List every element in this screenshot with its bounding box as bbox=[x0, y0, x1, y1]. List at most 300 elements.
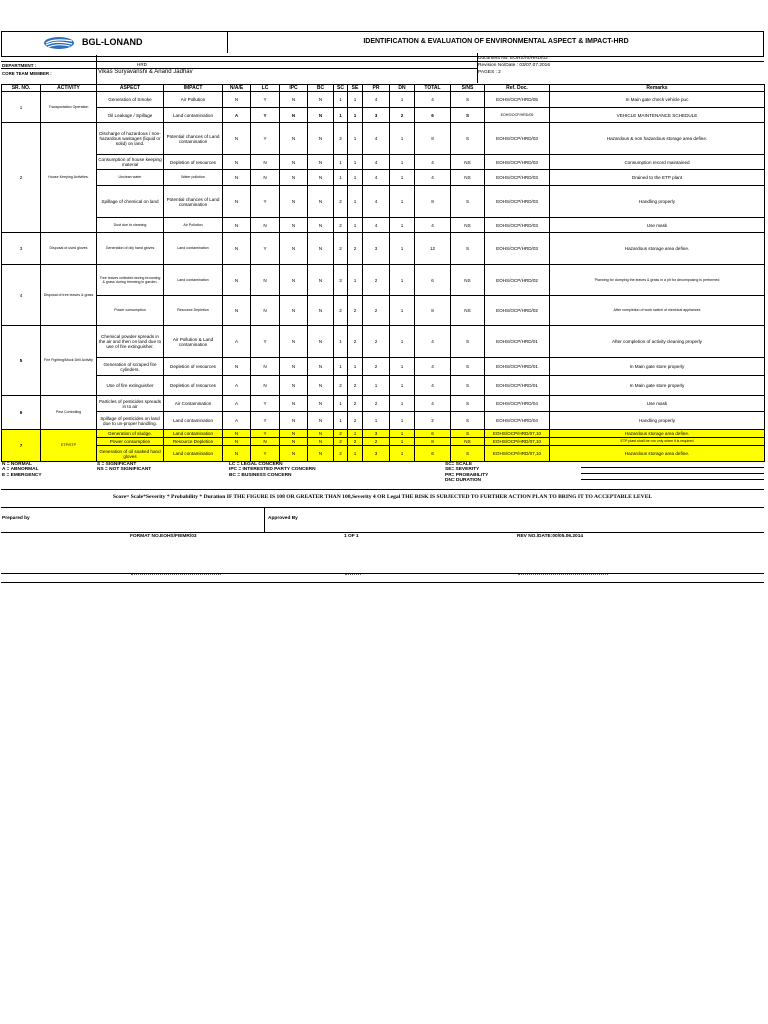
cell-pr: 2 bbox=[363, 396, 390, 412]
impact: Air Pollution bbox=[164, 218, 223, 233]
cell-ipc: N bbox=[280, 412, 308, 430]
cell-lc: Y bbox=[251, 326, 280, 358]
cell-dn: 1 bbox=[390, 170, 415, 186]
table-row bbox=[2, 170, 765, 186]
ref-doc: EOHS/OCP/HRD/03 bbox=[485, 186, 550, 218]
cell-sns: S bbox=[451, 233, 485, 265]
ref-doc: EOHS/OCP/HRD/05 bbox=[485, 92, 550, 108]
cell-dn: 1 bbox=[390, 265, 415, 296]
cell-sc: 2 bbox=[334, 218, 348, 233]
cell-total: 8 bbox=[415, 123, 451, 155]
cell-total: 6 bbox=[415, 430, 451, 438]
cell-sc: 2 bbox=[334, 123, 348, 155]
ref-doc: EOHS/OCP/HRD/04 bbox=[485, 412, 550, 430]
cell-pr: 2 bbox=[363, 296, 390, 326]
cell-nae: N bbox=[223, 186, 251, 218]
cell-bc: N bbox=[308, 108, 334, 123]
activity: Disposal of tree leaves & grass bbox=[41, 265, 97, 326]
cell-dn: 1 bbox=[390, 446, 415, 462]
cell-se: 1 bbox=[348, 186, 363, 218]
ref-doc: EOHS/OCP/HRD/05 bbox=[485, 108, 550, 123]
remarks: Hazardous storage area define. bbox=[550, 430, 765, 438]
cell-pr: 2 bbox=[363, 438, 390, 446]
activity: Transportation Operation bbox=[41, 92, 97, 123]
aspect: Consumption of house keeping material bbox=[97, 155, 164, 170]
cell-sc: 2 bbox=[334, 438, 348, 446]
column-header: ASPECT bbox=[97, 85, 164, 92]
cell-ipc: N bbox=[280, 430, 308, 438]
cell-sns: S bbox=[451, 186, 485, 218]
cell-ipc: N bbox=[280, 265, 308, 296]
cell-sc: 2 bbox=[334, 446, 348, 462]
remarks: ETP plant shall be run only when it is required bbox=[550, 438, 765, 446]
cell-sc: 1 bbox=[334, 326, 348, 358]
approved-by: Approved By bbox=[268, 516, 298, 521]
impact: Potential chances of Land contamination bbox=[164, 186, 223, 218]
aspect: Power consumption bbox=[97, 438, 164, 446]
cell-lc: Y bbox=[251, 92, 280, 108]
cell-dn: 1 bbox=[390, 396, 415, 412]
cell-ipc: N bbox=[280, 296, 308, 326]
cell-pr: 4 bbox=[363, 218, 390, 233]
column-header: IPC bbox=[280, 85, 308, 92]
cell-ipc: N bbox=[280, 233, 308, 265]
score-note: Score= Scale*Severity * Probability * Duration IF THE FIGURE IS 108 OR GREATER THAN 108,Severity 4 OR Legal THE RISK IS SUBJECTED TO FURTHER ACTION PLAN TO BRING IT TO ACCEPTABLE LEVEL bbox=[112, 494, 653, 500]
ref-doc: EOHS/OCP/HRD/01 bbox=[485, 326, 550, 358]
footer-rev: REV NO./DATE:00/05.06.2014 bbox=[517, 534, 584, 539]
ref-doc: EOHS/OCP/HRD/07,10 bbox=[485, 430, 550, 438]
aspect: Unclean water bbox=[97, 170, 164, 186]
cell-pr: 3 bbox=[363, 430, 390, 438]
cell-total: 12 bbox=[415, 233, 451, 265]
cell-bc: N bbox=[308, 438, 334, 446]
cell-sns: S bbox=[451, 92, 485, 108]
ref-doc: EOHS/OCP/HRD/03 bbox=[485, 123, 550, 155]
cell-sns: NS bbox=[451, 155, 485, 170]
cell-nae: N bbox=[223, 430, 251, 438]
cell-lc: N bbox=[251, 170, 280, 186]
score-note-box bbox=[1, 489, 764, 508]
sr-no: 1 bbox=[2, 92, 41, 123]
cell-total: 4 bbox=[415, 376, 451, 396]
cell-dn: 1 bbox=[390, 296, 415, 326]
table-row bbox=[2, 376, 765, 396]
cell-lc: N bbox=[251, 358, 280, 376]
cell-lc: N bbox=[251, 218, 280, 233]
cell-total: 4 bbox=[415, 218, 451, 233]
ref-doc: EOHS/OCP/HRD/01 bbox=[485, 376, 550, 396]
table-row bbox=[2, 92, 765, 108]
sr-no: 7 bbox=[2, 430, 41, 462]
impact: Depletion of resources bbox=[164, 376, 223, 396]
impact: Potential chances of Land contamination bbox=[164, 123, 223, 155]
cell-nae: A bbox=[223, 396, 251, 412]
cell-dn: 1 bbox=[390, 186, 415, 218]
table-row bbox=[2, 233, 765, 265]
impact: Air Pollution bbox=[164, 92, 223, 108]
activity: Disposal of used gloves bbox=[41, 233, 97, 265]
table-row bbox=[2, 218, 765, 233]
cell-bc: N bbox=[308, 218, 334, 233]
impact: Water pollution bbox=[164, 170, 223, 186]
aspect: Generation of oily hand gloves bbox=[97, 233, 164, 265]
department-value: HRD bbox=[137, 62, 147, 67]
impact: Air Pollution & Land contamination bbox=[164, 326, 223, 358]
legend-entry: NS = NOT SIGNIFICANT bbox=[97, 467, 152, 473]
cell-ipc: N bbox=[280, 396, 308, 412]
aspect: Generation of oil soaked hand gloves bbox=[97, 446, 164, 462]
aspect: Generation of sludge. bbox=[97, 430, 164, 438]
column-header: TOTAL bbox=[415, 85, 451, 92]
legend-entry: IPC = INTERESTED PARTY CONCERN bbox=[229, 467, 316, 473]
cell-se: 2 bbox=[348, 396, 363, 412]
aspect: Spillage of pesticides on land due to un-proper handling. bbox=[97, 412, 164, 430]
impact: Land contamination bbox=[164, 265, 223, 296]
cell-total: 4 bbox=[415, 326, 451, 358]
aspect: Tree leaves collected during brooming & grass during trimming in garden. bbox=[97, 265, 164, 296]
cell-dn: 1 bbox=[390, 326, 415, 358]
remarks: In Main gate store properly bbox=[550, 376, 765, 396]
remarks: After completion of activity cleaning properly bbox=[550, 326, 765, 358]
cell-sns: S bbox=[451, 396, 485, 412]
impact: Resource Depletion bbox=[164, 296, 223, 326]
column-header: ACTIVITY bbox=[41, 85, 97, 92]
cell-sns: S bbox=[451, 376, 485, 396]
cell-sns: S bbox=[451, 123, 485, 155]
cell-dn: 1 bbox=[390, 218, 415, 233]
cell-se: 1 bbox=[348, 170, 363, 186]
impact: Air Contamination bbox=[164, 396, 223, 412]
cell-lc: N bbox=[251, 155, 280, 170]
cell-se: 1 bbox=[348, 446, 363, 462]
cell-pr: 3 bbox=[363, 446, 390, 462]
cell-se: 2 bbox=[348, 233, 363, 265]
cell-bc: N bbox=[308, 376, 334, 396]
cell-nae: N bbox=[223, 218, 251, 233]
cell-total: 8 bbox=[415, 186, 451, 218]
remarks: In Main gate check vehicle puc bbox=[550, 92, 765, 108]
cell-dn: 1 bbox=[390, 233, 415, 265]
remarks: Hazardous & non hazardous storage area define. bbox=[550, 123, 765, 155]
cell-total: 6 bbox=[415, 108, 451, 123]
column-header: SC bbox=[334, 85, 348, 92]
cell-ipc: N bbox=[280, 446, 308, 462]
aspect: Oil Leakage / Spillage bbox=[97, 108, 164, 123]
column-header: BC bbox=[308, 85, 334, 92]
aspect: Use of fire extinguisher bbox=[97, 376, 164, 396]
legend-entry: SC= SCALE bbox=[445, 462, 473, 467]
cell-nae: N bbox=[223, 265, 251, 296]
aspect: Power consumption bbox=[97, 296, 164, 326]
remarks: Planning for dumping the leaves & grass in a pit for decomposing is performed bbox=[550, 265, 765, 296]
cell-bc: N bbox=[308, 155, 334, 170]
cell-pr: 2 bbox=[363, 326, 390, 358]
doc-number: Document No. EOHS/AI/HRD/02 bbox=[478, 56, 548, 61]
cell-nae: N bbox=[223, 123, 251, 155]
cell-total: 8 bbox=[415, 296, 451, 326]
column-header: Remarks bbox=[550, 85, 765, 92]
table-row bbox=[2, 430, 765, 438]
cell-sns: S bbox=[451, 358, 485, 376]
cell-lc: N bbox=[251, 438, 280, 446]
cell-pr: 4 bbox=[363, 155, 390, 170]
table-row bbox=[2, 108, 765, 123]
cell-bc: N bbox=[308, 296, 334, 326]
cell-dn: 1 bbox=[390, 376, 415, 396]
impact: Land contamination bbox=[164, 412, 223, 430]
legend-entry: SE= SEVERITY bbox=[445, 467, 480, 473]
cell-nae: N bbox=[223, 170, 251, 186]
aspect-impact-table bbox=[1, 84, 765, 462]
core-team-value: Vikas Suryavanshi & Anand Jadhav bbox=[98, 69, 193, 75]
cell-sc: 1 bbox=[334, 412, 348, 430]
remarks: Use mask bbox=[550, 218, 765, 233]
cell-lc: Y bbox=[251, 412, 280, 430]
impact: Land contamination bbox=[164, 108, 223, 123]
cell-dn: 1 bbox=[390, 438, 415, 446]
legend-entry: LC = LEGAL CONCERN bbox=[229, 462, 283, 467]
aspect: Discharge of hazardous / non-hazardous wastages (liquid or solid) on land. bbox=[97, 123, 164, 155]
legend-entry: S = SIGNIFICANT bbox=[97, 462, 137, 467]
cell-dn: 1 bbox=[390, 155, 415, 170]
cell-lc: N bbox=[251, 296, 280, 326]
cell-nae: A bbox=[223, 412, 251, 430]
cell-total: 4 bbox=[415, 396, 451, 412]
legend-entry: PR= PROBABILITY bbox=[445, 472, 489, 478]
cell-pr: 4 bbox=[363, 92, 390, 108]
cell-se: 1 bbox=[348, 155, 363, 170]
cell-sns: S bbox=[451, 108, 485, 123]
ref-doc: EOHS/OCP/HRD/03 bbox=[485, 233, 550, 265]
cell-ipc: N bbox=[280, 438, 308, 446]
remarks: In Main gate store properly bbox=[550, 358, 765, 376]
cell-bc: N bbox=[308, 358, 334, 376]
remarks: VEHICLE MAINTENANCE SCHEDULE bbox=[550, 108, 765, 123]
cell-sc: 1 bbox=[334, 155, 348, 170]
ref-doc: EOHS/OCP/HRD/02 bbox=[485, 296, 550, 326]
ref-doc: EOHS/OCP/HRD/03 bbox=[485, 218, 550, 233]
cell-bc: N bbox=[308, 186, 334, 218]
cell-dn: 1 bbox=[390, 358, 415, 376]
cell-sns: NS bbox=[451, 296, 485, 326]
column-header: LC bbox=[251, 85, 280, 92]
cell-bc: N bbox=[308, 412, 334, 430]
cell-ipc: N bbox=[280, 123, 308, 155]
cell-pr: 2 bbox=[363, 265, 390, 296]
cell-ipc: N bbox=[280, 186, 308, 218]
aspect: Chemical powder spreads in the air and then on land due to use of fire extinguisher. bbox=[97, 326, 164, 358]
cell-se: 1 bbox=[348, 358, 363, 376]
cell-sc: 2 bbox=[334, 430, 348, 438]
cell-sc: 3 bbox=[334, 265, 348, 296]
cell-pr: 4 bbox=[363, 123, 390, 155]
cell-se: 2 bbox=[348, 296, 363, 326]
column-header: N/A/E bbox=[223, 85, 251, 92]
cell-pr: 3 bbox=[363, 233, 390, 265]
cell-ipc: N bbox=[280, 155, 308, 170]
document-title: IDENTIFICATION & EVALUATION OF ENVIRONMENTAL ASPECT & IMPACT-HRD bbox=[363, 38, 629, 45]
cell-sc: 2 bbox=[334, 186, 348, 218]
remarks: Handling properly bbox=[550, 412, 765, 430]
remarks: Consumption record maintained bbox=[550, 155, 765, 170]
cell-sns: NS bbox=[451, 265, 485, 296]
sr-no: 3 bbox=[2, 233, 41, 265]
cell-ipc: N bbox=[280, 326, 308, 358]
cell-ipc: N bbox=[280, 92, 308, 108]
table-row bbox=[2, 186, 765, 218]
table-row bbox=[2, 446, 765, 462]
impact: Resource Depletion bbox=[164, 438, 223, 446]
cell-lc: Y bbox=[251, 123, 280, 155]
cell-ipc: N bbox=[280, 376, 308, 396]
remarks: Drained to the ETP plant bbox=[550, 170, 765, 186]
column-header: Ref. Doc. bbox=[485, 85, 550, 92]
column-header: S/NS bbox=[451, 85, 485, 92]
table-row bbox=[2, 438, 765, 446]
cell-bc: N bbox=[308, 92, 334, 108]
cell-lc: Y bbox=[251, 396, 280, 412]
cell-sc: 1 bbox=[334, 170, 348, 186]
impact: Land contamination bbox=[164, 430, 223, 438]
cell-ipc: N bbox=[280, 108, 308, 123]
cell-total: 8 bbox=[415, 438, 451, 446]
cell-total: 4 bbox=[415, 358, 451, 376]
cell-nae: N bbox=[223, 233, 251, 265]
cell-bc: N bbox=[308, 123, 334, 155]
table-row bbox=[2, 358, 765, 376]
cell-dn: 1 bbox=[390, 412, 415, 430]
column-header: SR. NO. bbox=[2, 85, 41, 92]
impact: Land contamination bbox=[164, 446, 223, 462]
activity: ETP/STP bbox=[41, 430, 97, 462]
column-header: PR bbox=[363, 85, 390, 92]
cell-total: 4 bbox=[415, 170, 451, 186]
cell-lc: N bbox=[251, 376, 280, 396]
aspect: Particles of pesticides spreads in to air bbox=[97, 396, 164, 412]
cell-nae: A bbox=[223, 108, 251, 123]
cell-se: 1 bbox=[348, 430, 363, 438]
cell-nae: A bbox=[223, 326, 251, 358]
cell-nae: N bbox=[223, 358, 251, 376]
column-header: IMPACT bbox=[164, 85, 223, 92]
cell-ipc: N bbox=[280, 358, 308, 376]
cell-bc: N bbox=[308, 430, 334, 438]
cell-bc: N bbox=[308, 233, 334, 265]
cell-lc: Y bbox=[251, 233, 280, 265]
cell-sns: S bbox=[451, 430, 485, 438]
cell-nae: N bbox=[223, 446, 251, 462]
cell-dn: 1 bbox=[390, 123, 415, 155]
sr-no: 5 bbox=[2, 326, 41, 396]
legend bbox=[1, 462, 764, 490]
legend-entry: A = ABNORMAL bbox=[2, 467, 39, 473]
cell-sc: 2 bbox=[334, 296, 348, 326]
signature-area bbox=[1, 507, 764, 533]
cell-total: 6 bbox=[415, 265, 451, 296]
remarks: After completion of work switch of electrical appliances bbox=[550, 296, 765, 326]
cell-lc: Y bbox=[251, 108, 280, 123]
cell-se: 1 bbox=[348, 218, 363, 233]
table-row bbox=[2, 326, 765, 358]
table-row bbox=[2, 396, 765, 412]
cell-total: 4 bbox=[415, 92, 451, 108]
cell-bc: N bbox=[308, 170, 334, 186]
table-row bbox=[2, 412, 765, 430]
cell-bc: N bbox=[308, 396, 334, 412]
cell-sns: S bbox=[451, 326, 485, 358]
cell-sns: S bbox=[451, 446, 485, 462]
cell-nae: N bbox=[223, 438, 251, 446]
sr-no: 6 bbox=[2, 396, 41, 430]
ref-doc: EOHS/OCP/HRD/03 bbox=[485, 170, 550, 186]
ref-doc: EOHS/OCP/HRD/04 bbox=[485, 396, 550, 412]
cell-lc: N bbox=[251, 265, 280, 296]
cell-sc: 2 bbox=[334, 233, 348, 265]
sr-no: 4 bbox=[2, 265, 41, 326]
ref-doc: EOHS/OCP/HRD/01 bbox=[485, 358, 550, 376]
revision-info: Revision No/Date : 03/07.07.2016 bbox=[478, 63, 551, 68]
impact: Land contamination bbox=[164, 233, 223, 265]
activity: Pest Controlling bbox=[41, 396, 97, 430]
footer-page: 1 OF 1 bbox=[344, 534, 359, 539]
impact: Depletion of resources bbox=[164, 358, 223, 376]
cell-total: 4 bbox=[415, 155, 451, 170]
cell-nae: N bbox=[223, 155, 251, 170]
aspect: Dust due to cleaning bbox=[97, 218, 164, 233]
cell-pr: 3 bbox=[363, 108, 390, 123]
cell-bc: N bbox=[308, 446, 334, 462]
sr-no: 2 bbox=[2, 123, 41, 233]
cell-total: 2 bbox=[415, 412, 451, 430]
cell-ipc: N bbox=[280, 170, 308, 186]
cell-lc: Y bbox=[251, 430, 280, 438]
remarks: Hazardous storage area define. bbox=[550, 233, 765, 265]
cell-pr: 4 bbox=[363, 186, 390, 218]
legend-entry: N = NORMAL bbox=[2, 462, 32, 467]
cell-sc: 1 bbox=[334, 92, 348, 108]
company-logo-icon bbox=[42, 36, 76, 50]
cell-se: 1 bbox=[348, 265, 363, 296]
legend-entry: E = EMERGENCY bbox=[2, 472, 42, 478]
cell-pr: 1 bbox=[363, 376, 390, 396]
column-header: DN bbox=[390, 85, 415, 92]
cell-bc: N bbox=[308, 326, 334, 358]
cell-dn: 1 bbox=[390, 430, 415, 438]
cell-sns: NS bbox=[451, 170, 485, 186]
cell-sc: 1 bbox=[334, 396, 348, 412]
company-name: BGL-LONAND bbox=[82, 37, 143, 47]
cell-sc: 1 bbox=[334, 358, 348, 376]
impact: Depletion of resources bbox=[164, 155, 223, 170]
table-row bbox=[2, 123, 765, 155]
table-row bbox=[2, 155, 765, 170]
cell-nae: N bbox=[223, 92, 251, 108]
pages-info: PAGES : 2 bbox=[478, 70, 501, 75]
table-row bbox=[2, 296, 765, 326]
cell-se: 1 bbox=[348, 92, 363, 108]
footer-format: FORMAT NO.EOHS/FIEMR/03 bbox=[130, 534, 197, 539]
cell-dn: 1 bbox=[390, 92, 415, 108]
cell-pr: 1 bbox=[363, 412, 390, 430]
cell-total: 6 bbox=[415, 446, 451, 462]
cell-bc: N bbox=[308, 265, 334, 296]
core-team-label: CORE TEAM MEMBER : bbox=[2, 71, 52, 76]
table-header-row bbox=[2, 85, 765, 92]
cell-se: 2 bbox=[348, 412, 363, 430]
cell-se: 1 bbox=[348, 123, 363, 155]
cell-dn: 2 bbox=[390, 108, 415, 123]
cell-pr: 4 bbox=[363, 170, 390, 186]
